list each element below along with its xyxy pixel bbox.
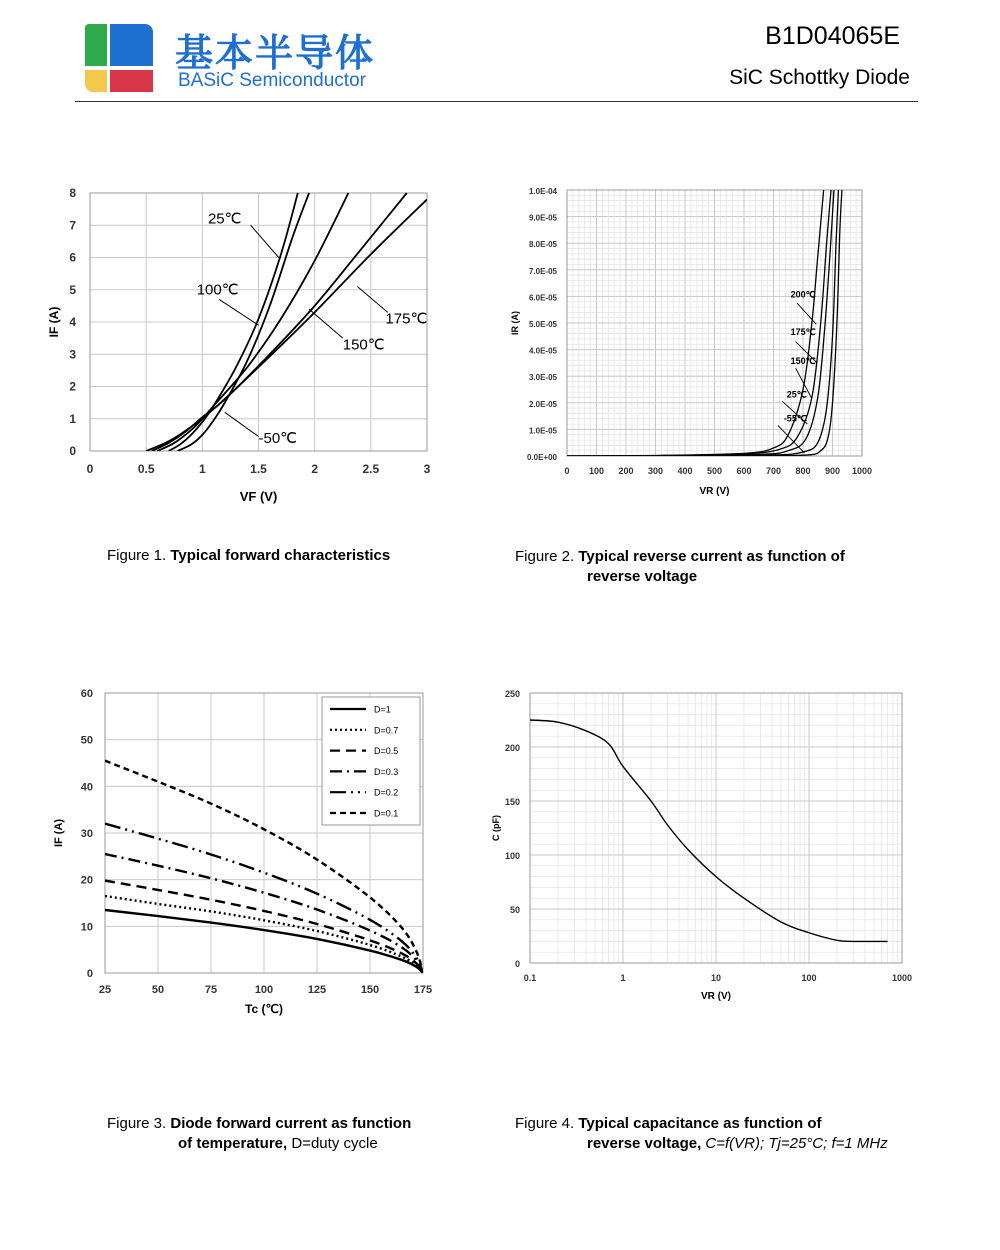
logo-square-green [85, 24, 107, 66]
x-tick-label: 0 [564, 466, 570, 476]
y-tick-label: 1.0E-04 [528, 187, 557, 196]
caption-prefix: Figure 1. [107, 547, 167, 564]
x-axis-label: VR (V) [699, 486, 730, 497]
x-tick-label: 1 [620, 973, 626, 983]
legend-label-1: D=1 [374, 704, 391, 715]
caption-title-line2: reverse voltage [587, 568, 698, 585]
series-line-1 [530, 720, 888, 941]
figure-3-caption [107, 1114, 487, 1154]
caption-title: Typical forward characteristics [170, 547, 391, 564]
legend-label-4: D=0.3 [374, 766, 399, 777]
caption-note: C=f(VR); Tj=25°C; f=1 MHz [705, 1135, 888, 1152]
x-tick-label: 125 [307, 984, 327, 996]
y-tick-label: 8.0E-05 [528, 240, 557, 250]
x-tick-label: 3 [423, 462, 431, 476]
caption-prefix: Figure 4. [515, 1115, 575, 1132]
annotation-label: 150℃ [342, 336, 385, 354]
caption-title: Typical capacitance as function of [578, 1115, 822, 1132]
y-axis-label: IF (A) [47, 306, 61, 338]
document-subtitle: SiC Schottky Diode [729, 66, 910, 89]
x-tick-label: 175 [413, 984, 433, 996]
x-tick-label: 500 [706, 466, 723, 476]
x-tick-label: 1.5 [250, 462, 267, 476]
figure-1-chart [40, 175, 460, 515]
x-tick-label: 2.5 [362, 462, 380, 476]
y-tick-label: 3.0E-05 [528, 373, 557, 383]
figure-4-caption [515, 1114, 935, 1154]
legend-label-5: D=0.2 [374, 787, 399, 798]
y-tick-label: 1.0E-05 [528, 426, 557, 436]
x-tick-label: 400 [677, 466, 693, 476]
y-tick-label: 20 [80, 874, 93, 887]
y-tick-label: 6 [69, 250, 76, 265]
y-tick-label: 6.0E-05 [528, 293, 557, 303]
y-tick-label: 0.0E+00 [526, 453, 557, 462]
annotation-label: 25℃ [786, 389, 807, 400]
x-tick-label: 800 [795, 466, 811, 476]
y-tick-label: 8 [69, 186, 76, 200]
annotation-leader [309, 309, 343, 338]
y-tick-label: 100 [504, 851, 520, 861]
caption-note: D=duty cycle [291, 1135, 378, 1152]
x-tick-label: 100 [588, 466, 605, 476]
caption-title: Typical reverse current as function of [578, 548, 845, 565]
annotation-label: 175℃ [385, 310, 428, 328]
annotation-label: 25℃ [207, 210, 242, 228]
company-logo [85, 24, 153, 92]
figure-3-chart [40, 680, 460, 1020]
annotation-leader [357, 287, 387, 313]
x-tick-label: 900 [824, 466, 841, 476]
logo-square-yellow [85, 70, 107, 92]
annotation-leader [225, 412, 259, 436]
y-tick-label: 5 [69, 282, 76, 297]
y-tick-label: 7.0E-05 [528, 266, 557, 276]
logo-square-blue [110, 24, 153, 66]
figure-2-chart [500, 175, 900, 515]
x-tick-label: 50 [151, 984, 165, 996]
part-number: B1D04065E [765, 22, 900, 50]
annotation-label: 150℃ [790, 356, 816, 367]
y-tick-label: 50 [509, 905, 520, 915]
x-tick-label: 2 [311, 462, 319, 476]
y-tick-label: 7 [69, 218, 76, 233]
legend-label-6: D=0.1 [374, 808, 399, 819]
x-tick-label: 75 [204, 984, 218, 996]
y-tick-label: 0 [514, 959, 520, 969]
y-tick-label: 40 [80, 781, 93, 794]
y-axis-label: C (pF) [491, 815, 501, 841]
y-tick-label: 30 [80, 828, 93, 840]
legend-box [322, 697, 420, 825]
x-tick-label: 0.1 [523, 973, 537, 983]
x-tick-label: 300 [647, 466, 664, 476]
y-axis-label: IR (A) [510, 311, 520, 335]
y-tick-label: 250 [504, 689, 520, 699]
caption-title-line2: of temperature, [178, 1135, 288, 1152]
y-tick-label: 50 [80, 734, 93, 747]
figure-1-caption [107, 546, 467, 566]
y-tick-label: 0 [69, 444, 76, 458]
y-axis-label: IF (A) [53, 818, 65, 848]
x-tick-label: 600 [736, 466, 752, 476]
y-tick-label: 4 [69, 315, 76, 329]
annotation-label: 100℃ [196, 281, 239, 299]
x-axis-label: Tc (℃) [245, 1002, 283, 1016]
x-tick-label: 700 [765, 466, 782, 476]
y-tick-label: 200 [504, 743, 520, 753]
y-tick-label: 2.0E-05 [528, 399, 557, 409]
y-tick-label: 5.0E-05 [528, 320, 557, 329]
x-tick-label: 1000 [891, 973, 913, 983]
x-tick-label: 150 [360, 984, 380, 996]
x-tick-label: 100 [254, 984, 274, 996]
figure-2-caption [515, 547, 915, 587]
y-tick-label: 3 [69, 347, 76, 362]
y-tick-label: 9.0E-05 [528, 213, 557, 223]
caption-title: Diode forward current as function [170, 1115, 412, 1132]
annotation-label: 200℃ [790, 289, 816, 300]
x-tick-label: 200 [618, 466, 634, 476]
x-tick-label: 1 [198, 462, 206, 476]
header-divider [75, 101, 918, 102]
x-axis-label: VR (V) [701, 991, 731, 1002]
annotation-leader [251, 225, 279, 257]
logo-english-name: BASiC Semiconductor [178, 70, 366, 91]
annotation-label: -55℃ [783, 413, 807, 424]
logo-chinese-name: 基本半导体 [175, 31, 376, 75]
y-tick-label: 150 [504, 797, 520, 807]
y-tick-label: 2 [69, 379, 76, 394]
annotation-leader [219, 299, 258, 325]
logo-square-red [110, 70, 153, 92]
annotation-label: -50℃ [258, 429, 298, 447]
x-tick-label: 10 [710, 973, 722, 983]
y-tick-label: 0 [86, 968, 93, 980]
y-tick-label: 1 [69, 411, 76, 426]
y-tick-label: 4.0E-05 [528, 346, 557, 356]
x-tick-label: 25 [98, 984, 112, 996]
annotation-label: 175℃ [790, 326, 816, 337]
x-tick-label: 100 [801, 973, 817, 983]
y-tick-label: 60 [80, 688, 93, 700]
figure-4-chart [485, 680, 925, 1020]
y-tick-label: 10 [80, 921, 93, 934]
caption-prefix: Figure 3. [107, 1115, 167, 1132]
x-tick-label: 1000 [851, 466, 873, 476]
x-tick-label: 0 [86, 462, 94, 476]
caption-prefix: Figure 2. [515, 548, 575, 565]
legend-label-3: D=0.5 [374, 746, 399, 757]
legend-label-2: D=0.7 [374, 725, 399, 736]
x-axis-label: VF (V) [239, 489, 278, 504]
caption-title-line2: reverse voltage, [587, 1135, 702, 1152]
x-tick-label: 0.5 [137, 462, 155, 476]
